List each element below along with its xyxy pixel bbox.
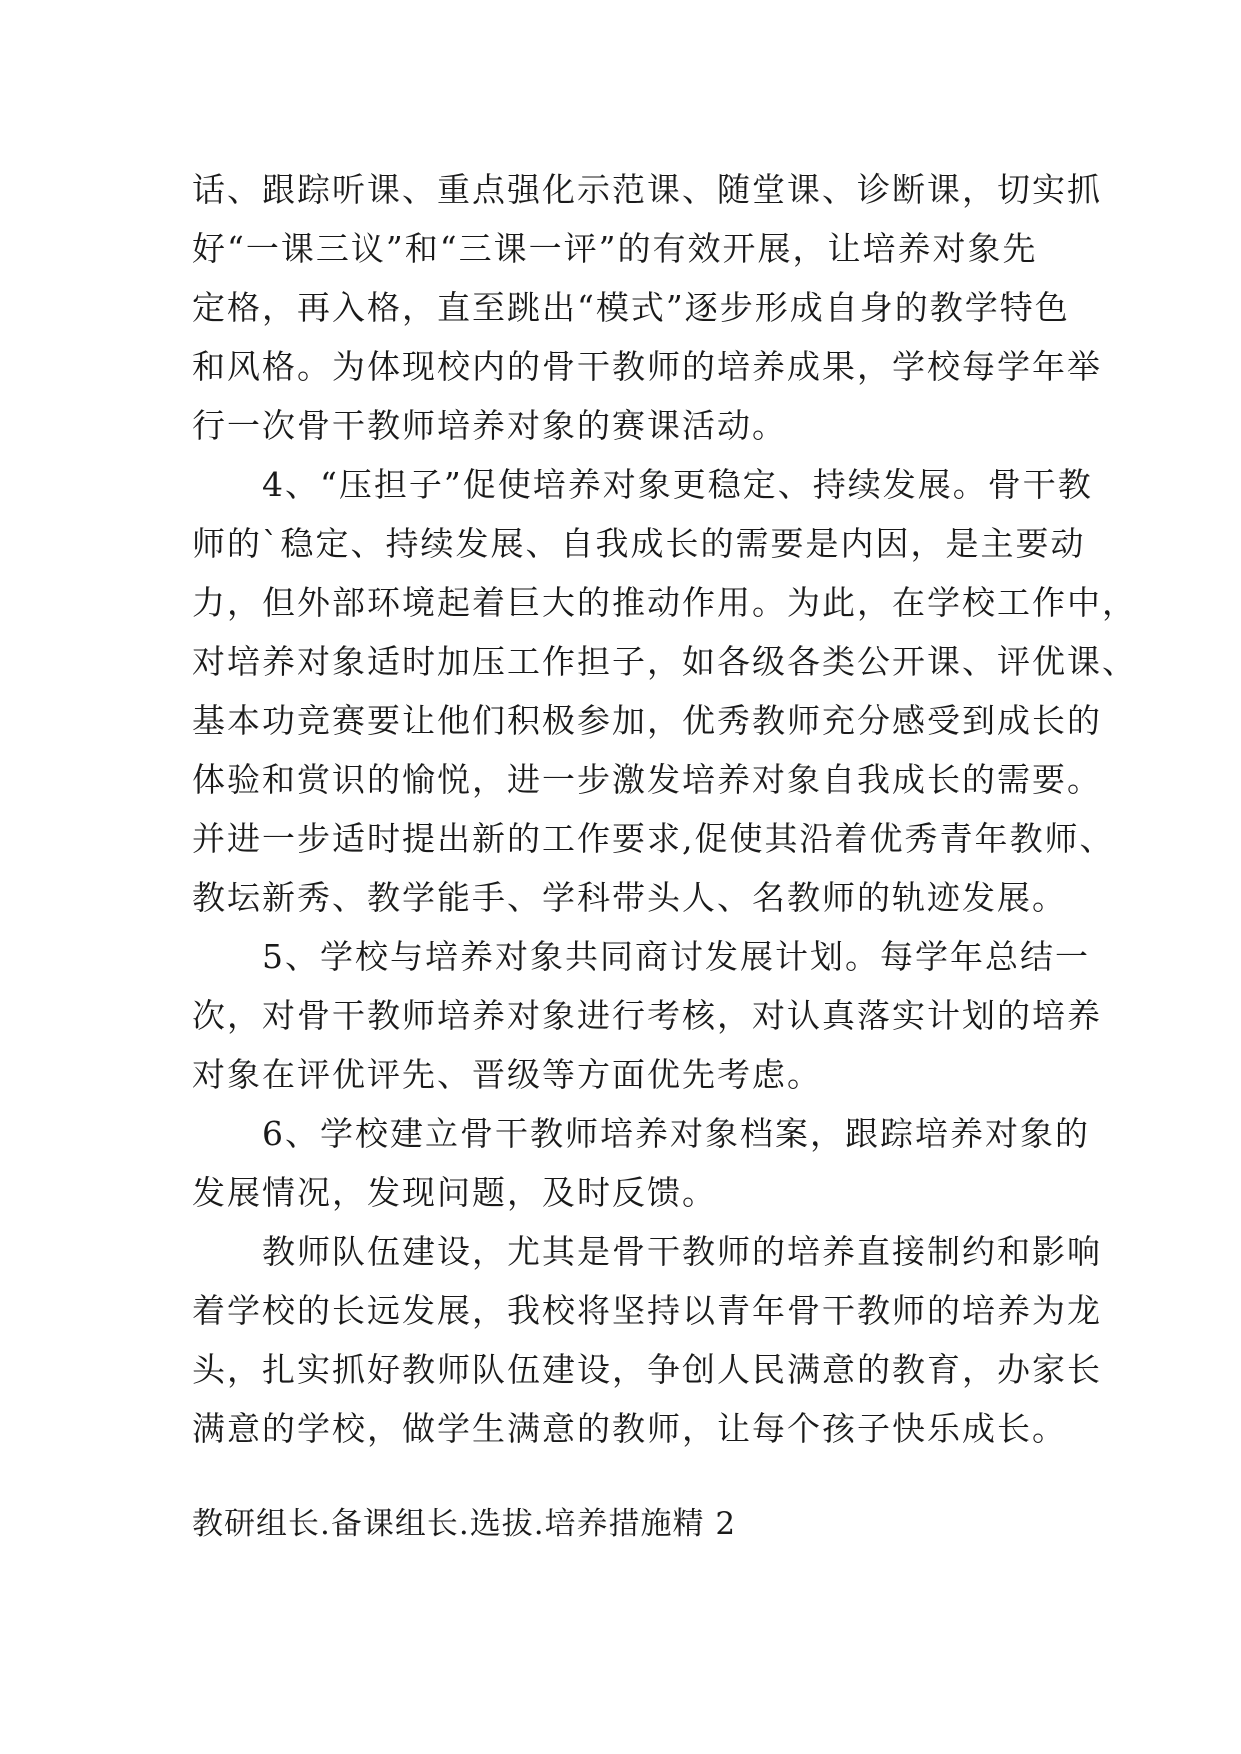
text-line: 体验和赏识的愉悦，进一步激发培养对象自我成长的需要。 [192, 760, 1102, 799]
text-line: 定格，再入格，直至跳出“模式”逐步形成自身的教学特色 [192, 288, 1070, 327]
text-line: 力，但外部环境起着巨大的推动作用。为此，在学校工作中， [192, 583, 1137, 622]
text-line: 发展情况，发现问题，及时反馈。 [192, 1173, 717, 1212]
text-line: 着学校的长远发展，我校将坚持以青年骨干教师的培养为龙 [192, 1291, 1102, 1330]
text-line: 行一次骨干教师培养对象的赛课活动。 [192, 406, 787, 445]
text-line: 和风格。为体现校内的骨干教师的培养成果，学校每学年举 [192, 347, 1102, 386]
text-line: 4、“压担子”促使培养对象更稳定、持续发展。骨干教 [192, 465, 1093, 504]
text-line: 教坛新秀、教学能手、学科带头人、名教师的轨迹发展。 [192, 878, 1067, 917]
text-line: 满意的学校，做学生满意的教师，让每个孩子快乐成长。 [192, 1409, 1067, 1448]
section-heading: 教研组长.备课组长.选拔.培养措施精 2 [192, 1506, 737, 1542]
text-line: 次，对骨干教师培养对象进行考核，对认真落实计划的培养 [192, 996, 1102, 1035]
text-line: 并进一步适时提出新的工作要求,促使其沿着优秀青年教师、 [192, 819, 1115, 858]
text-line: 5、学校与培养对象共同商讨发展计划。每学年总结一 [192, 937, 1090, 976]
text-line: 师的`稳定、持续发展、自我成长的需要是内因，是主要动 [192, 524, 1086, 563]
text-line: 对培养对象适时加压工作担子，如各级各类公开课、评优课、 [192, 642, 1137, 681]
text-line: 话、跟踪听课、重点强化示范课、随堂课、诊断课，切实抓 [192, 170, 1102, 209]
text-line: 头，扎实抓好教师队伍建设，争创人民满意的教育，办家长 [192, 1350, 1102, 1389]
text-line: 教师队伍建设，尤其是骨干教师的培养直接制约和影响 [192, 1232, 1102, 1271]
text-line: 对象在评优评先、晋级等方面优先考虑。 [192, 1055, 822, 1094]
text-line: 6、学校建立骨干教师培养对象档案，跟踪培养对象的 [192, 1114, 1090, 1153]
text-line: 基本功竞赛要让他们积极参加，优秀教师充分感受到成长的 [192, 701, 1102, 740]
text-line: 好“一课三议”和“三课一评”的有效开展，让培养对象先 [192, 229, 1038, 268]
body-text [192, 160, 1137, 1458]
